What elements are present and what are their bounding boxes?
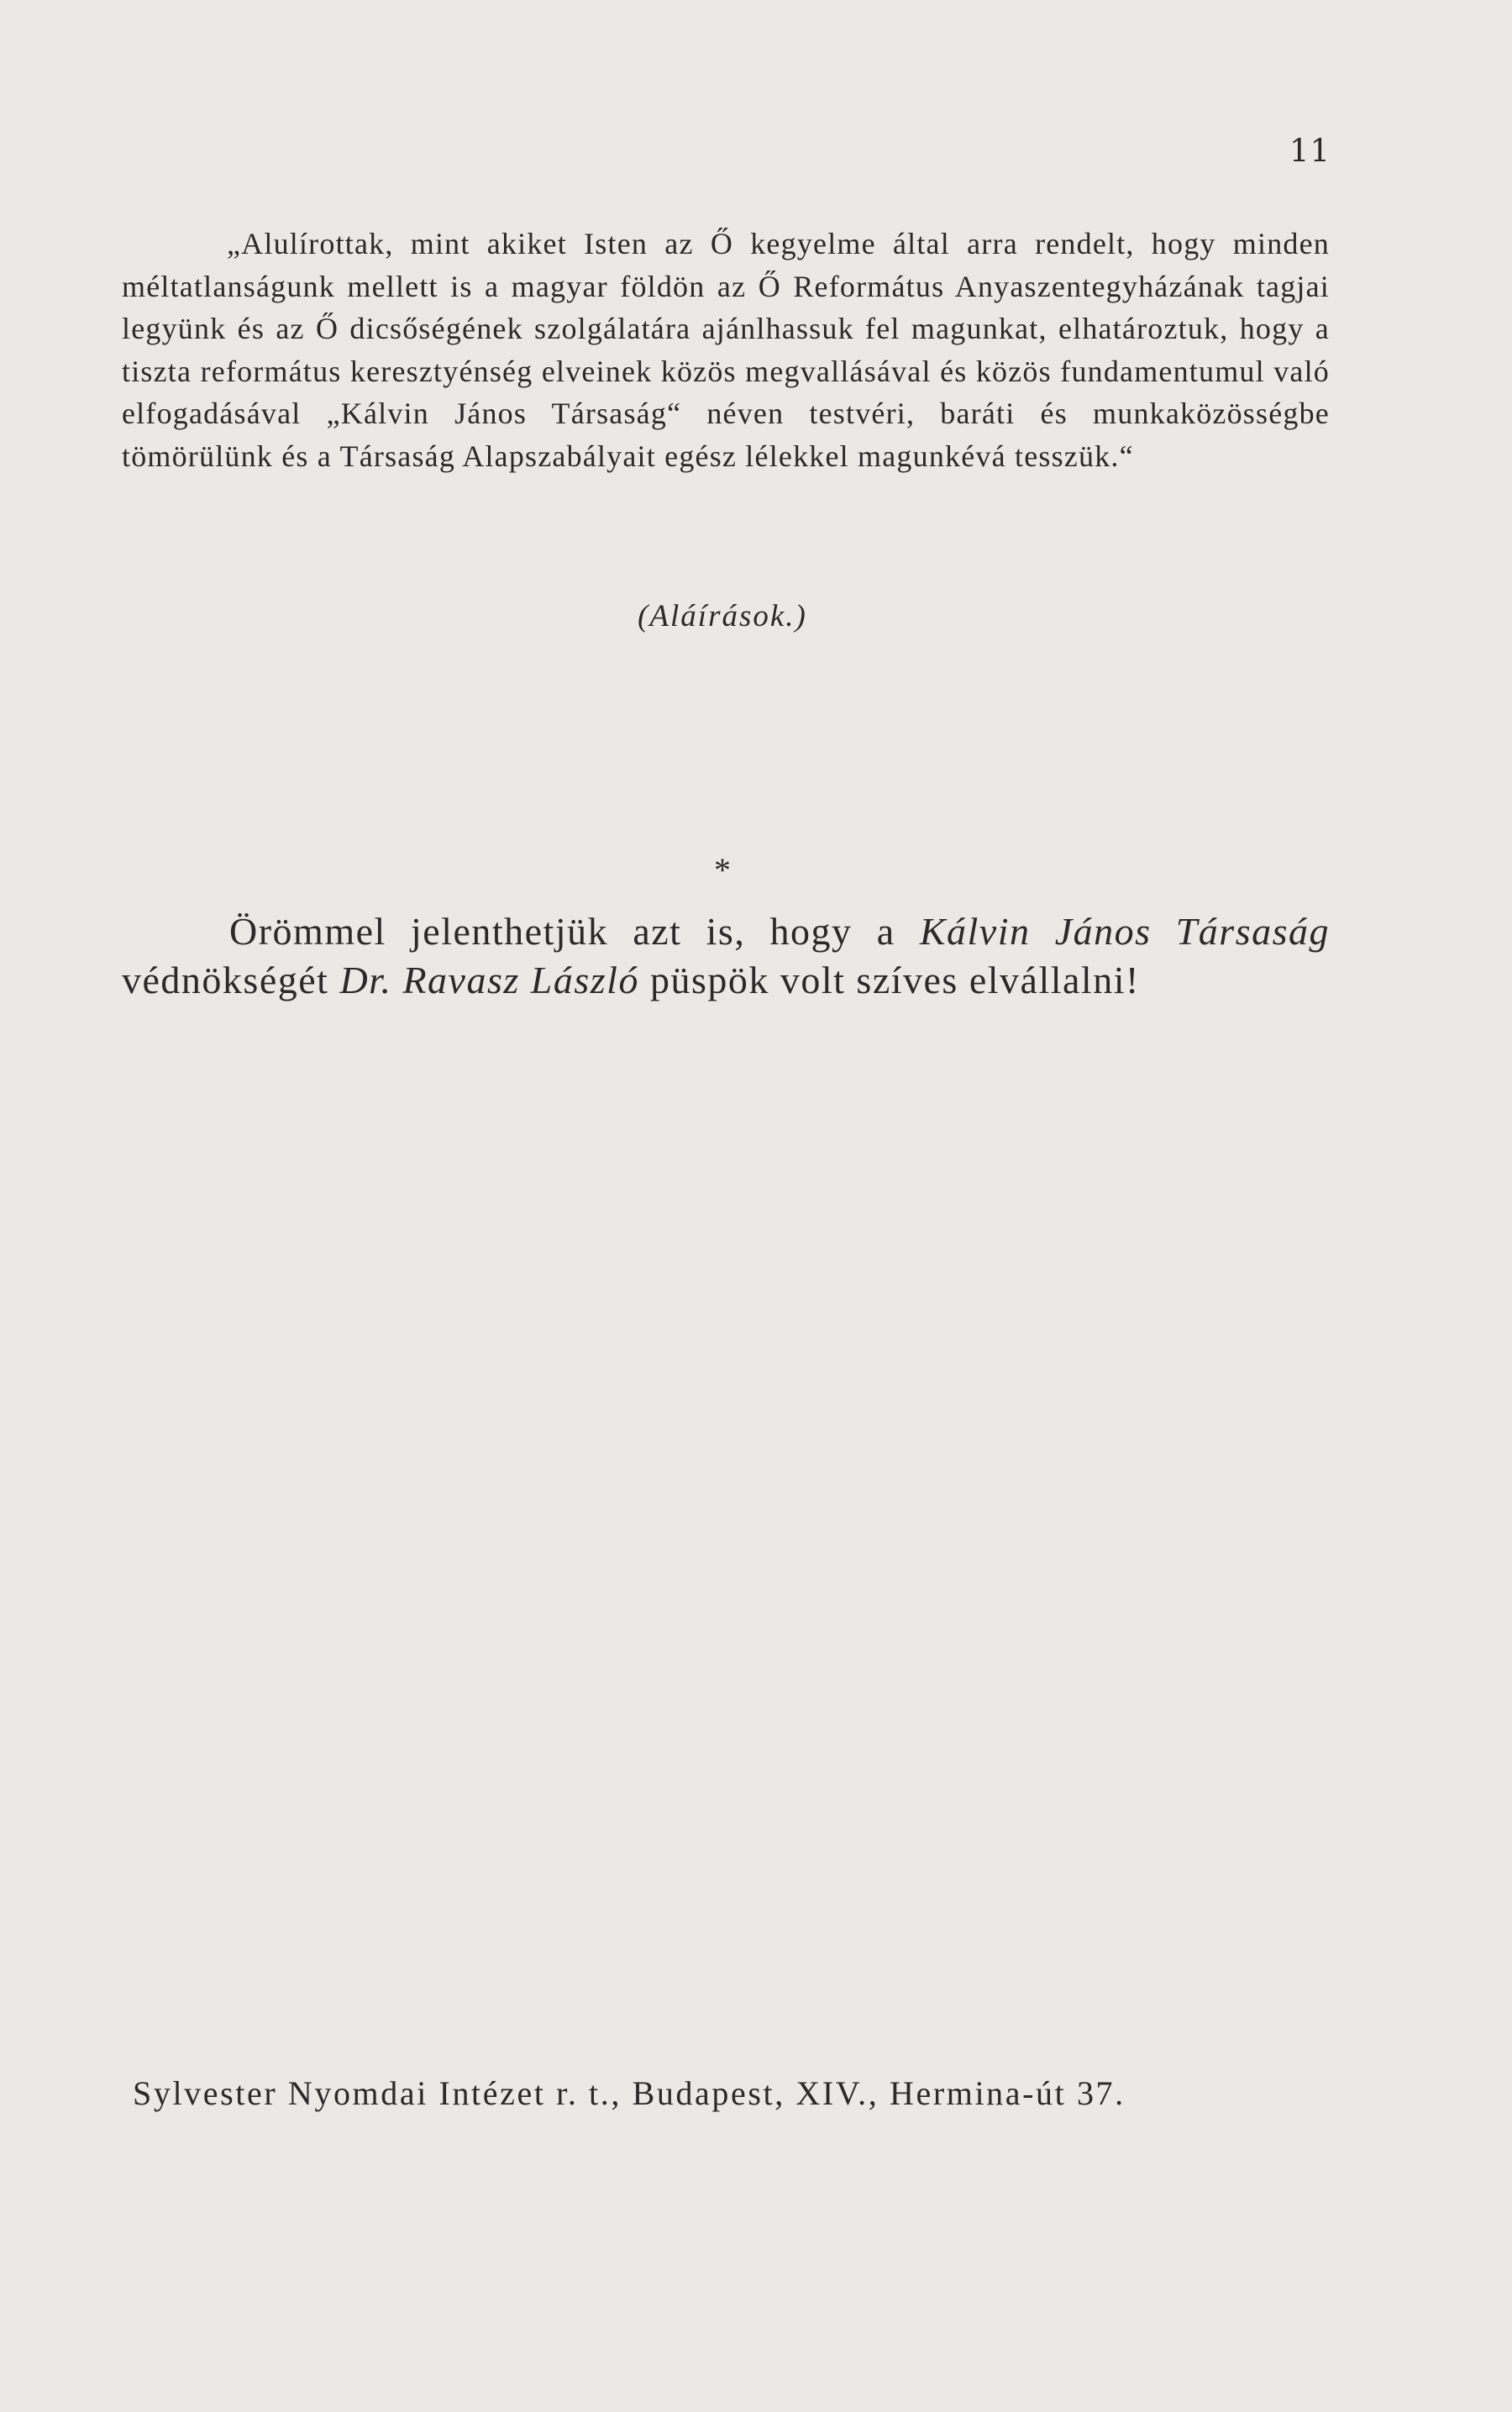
society-name: Kálvin János Társaság — [919, 910, 1330, 953]
announcement-text-1: Örömmel jelenthetjük azt is, hogy a — [229, 910, 920, 953]
announcement-text-2: védnökségét — [122, 959, 340, 1001]
page-number: 11 — [1289, 133, 1331, 169]
declaration-paragraph: „Alulírottak, mint akiket Isten az Ő kegyelme által arra rendelt, hogy minden méltatlanságunk mellett is a magyar földön az Ő Református Anyaszentegyházának tagjai legyünk és az Ő dicsőségének szolgálatára ajánlhassuk fel magunkat, elhatároztuk, hogy a tiszta református keresztyénség elveinek közös megvallásával és közös fundamentumul való elfogadásával „Kálvin János Társaság“ néven testvéri, baráti és munkaközösségbe tömörülünk és a Társaság Alapszabályait egész lélekkel magunkévá tesszük.“ — [122, 227, 1330, 473]
announcement-text-3: püspök volt szíves elvállalni! — [638, 959, 1140, 1001]
printer-imprint: Sylvester Nyomdai Intézet r. t., Budapest, XIV., Hermina-út 37. — [133, 2074, 1126, 2112]
signatures-label: (Aláírások.) — [638, 599, 807, 633]
asterisk-separator: * — [714, 851, 731, 889]
patron-announcement — [122, 907, 1330, 1005]
patron-name: Dr. Ravasz László — [339, 959, 639, 1001]
